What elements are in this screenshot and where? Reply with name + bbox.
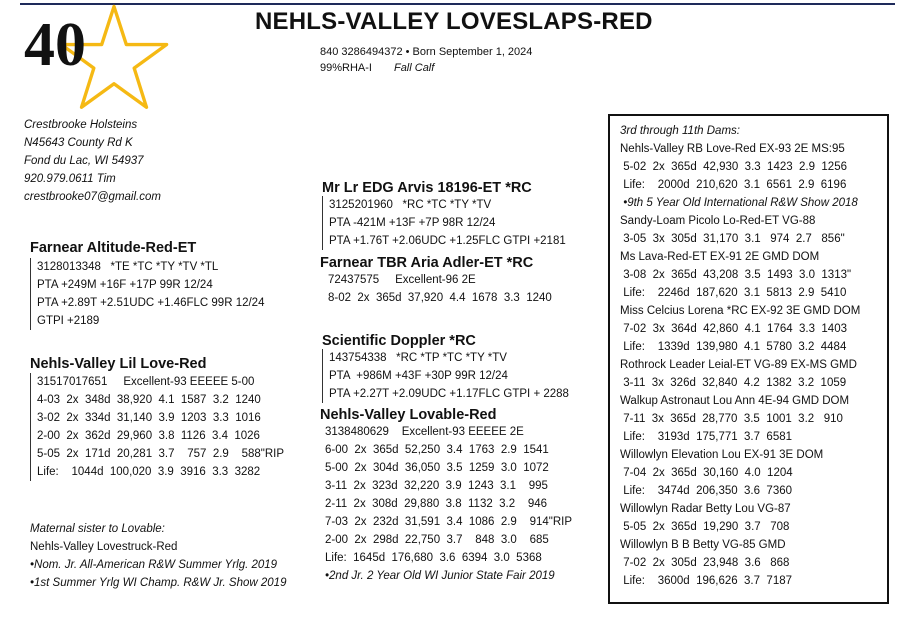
third-sire-name: Scientific Doppler *RC <box>322 333 476 349</box>
dams-line: 7-02 2x 305d 23,948 3.6 868 <box>620 557 790 569</box>
maternal-sister <box>30 520 286 592</box>
dams-line: Willowlyn Elevation Lou EX-91 3E DOM <box>620 449 824 461</box>
dams-line: 5-05 2x 365d 19,290 3.7 708 <box>620 521 790 533</box>
owner-line: N45643 County Rd K <box>24 137 133 149</box>
dams-line: •9th 5 Year Old International R&W Show 2018 <box>620 197 858 209</box>
dams-line: Walkup Astronaut Lou Ann 4E-94 GMD DOM <box>620 395 850 407</box>
dam-line: 31517017651 Excellent-93 EEEEE 5-00 <box>37 376 255 388</box>
breed: 99%RHA-I <box>320 62 372 74</box>
owner-info <box>24 116 161 206</box>
dams-line: Life: 3474d 206,350 3.6 7360 <box>620 485 793 497</box>
third-sire-block <box>322 333 569 403</box>
second-dam-line: 2-00 2x 298d 22,750 3.7 848 3.0 685 <box>325 534 549 546</box>
maternal-note: •1st Summer Yrlg WI Champ. R&W Jr. Show 2019 <box>30 577 287 589</box>
dams-line: 7-11 3x 365d 28,770 3.5 1001 3.2 910 <box>620 413 843 425</box>
mid-sire-name: Mr Lr EDG Arvis 18196-ET *RC <box>322 180 532 196</box>
sire-line: 3128013348 *TE *TC *TY *TV *TL <box>37 261 219 273</box>
dam-line: 5-05 2x 171d 20,281 3.7 757 2.9 588"RIP <box>37 448 285 460</box>
dams-line: Rothrock Leader Leial-ET VG-89 EX-MS GMD <box>620 359 857 371</box>
dams-heading: 3rd through 11th Dams: <box>620 125 740 137</box>
page-title: NEHLS-VALLEY LOVESLAPS-RED <box>255 8 653 35</box>
dams-line: Miss Celcius Lorena *RC EX-92 3E GMD DOM <box>620 305 861 317</box>
dam-name: Nehls-Valley Lil Love-Red <box>30 356 207 372</box>
dams-line: Life: 2246d 187,620 3.1 5813 2.9 5410 <box>620 287 847 299</box>
sire-block <box>30 240 264 330</box>
dams-line: Nehls-Valley RB Love-Red EX-93 2E MS:95 <box>620 143 845 155</box>
owner-line: Crestbrooke Holsteins <box>24 119 138 131</box>
dam-line: 2-00 2x 362d 29,960 3.8 1126 3.4 1026 <box>37 430 260 442</box>
dams-line: Life: 1339d 139,980 4.1 5780 3.2 4484 <box>620 341 847 353</box>
sire-name: Farnear Altitude-Red-ET <box>30 240 197 256</box>
dams-line: 7-02 3x 364d 42,860 4.1 1764 3.3 1403 <box>620 323 847 335</box>
dams-line: Life: 2000d 210,620 3.1 6561 2.9 6196 <box>620 179 847 191</box>
sire-line: PTA +2.89T +2.51UDC +1.46FLC 99R 12/24 <box>37 297 265 309</box>
owner-line: Fond du Lac, WI 54937 <box>24 155 144 167</box>
dams-line: 5-02 2x 365d 42,930 3.3 1423 2.9 1256 <box>620 161 847 173</box>
maternal-note: •Nom. Jr. All-American R&W Summer Yrlg. 2019 <box>30 559 278 571</box>
dams-box <box>608 114 889 604</box>
second-dam-line: Life: 1645d 176,680 3.6 6394 3.0 5368 <box>325 552 542 564</box>
sire-line: GTPI +2189 <box>37 315 100 327</box>
second-dam-block <box>320 407 572 585</box>
mid-dam-line: 72437575 Excellent-96 2E <box>328 274 476 286</box>
dams-line: Sandy-Loam Picolo Lo-Red-ET VG-88 <box>620 215 816 227</box>
second-dam-line: 5-00 2x 304d 36,050 3.5 1259 3.0 1072 <box>325 462 549 474</box>
sire-line: PTA +249M +16F +17P 99R 12/24 <box>37 279 213 291</box>
second-dam-name: Nehls-Valley Lovable-Red <box>320 407 497 423</box>
dam-line: 3-02 2x 334d 31,140 3.9 1203 3.3 1016 <box>37 412 261 424</box>
dam-line: Life: 1044d 100,020 3.9 3916 3.3 3282 <box>37 466 261 478</box>
mid-dam-name: Farnear TBR Aria Adler-ET *RC <box>320 255 534 271</box>
second-dam-line: 3138480629 Excellent-93 EEEEE 2E <box>325 426 524 438</box>
owner-line: 920.979.0611 Tim <box>24 173 116 185</box>
dams-line: 7-04 2x 365d 30,160 4.0 1204 <box>620 467 793 479</box>
maternal-name: Nehls-Valley Lovestruck-Red <box>30 541 178 553</box>
owner-email: crestbrooke07@gmail.com <box>24 191 161 203</box>
mid-dam-block <box>320 255 552 307</box>
dams-line: Life: 3193d 175,771 3.7 6581 <box>620 431 793 443</box>
mid-sire-line: PTA +1.76T +2.06UDC +1.25FLC GTPI +2181 <box>329 235 566 247</box>
dams-line: Life: 3600d 196,626 3.7 7187 <box>620 575 793 587</box>
second-dam-line: 6-00 2x 365d 52,250 3.4 1763 2.9 1541 <box>325 444 549 456</box>
mid-dam-line: 8-02 2x 365d 37,920 4.4 1678 3.3 1240 <box>328 292 552 304</box>
mid-sire-line: PTA -421M +13F +7P 98R 12/24 <box>329 217 496 229</box>
registration-info <box>320 44 532 76</box>
class: Fall Calf <box>393 62 435 74</box>
dams-line: Ms Lava-Red-ET EX-91 2E GMD DOM <box>620 251 820 263</box>
dam-line: 4-03 2x 348d 38,920 4.1 1587 3.2 1240 <box>37 394 261 406</box>
maternal-heading: Maternal sister to Lovable: <box>30 523 165 535</box>
second-dam-line: 2-11 2x 308d 29,880 3.8 1132 3.2 946 <box>325 498 548 510</box>
dams-line: 3-11 3x 326d 32,840 4.2 1382 3.2 1059 <box>620 377 847 389</box>
dams-line: 3-05 3x 305d 31,170 3.1 974 2.7 856" <box>620 233 845 245</box>
dams-line: 3-08 2x 365d 43,208 3.5 1493 3.0 1313" <box>620 269 852 281</box>
dam-block <box>30 356 284 481</box>
reg-line: 840 3286494372 • Born September 1, 2024 <box>320 46 533 58</box>
lot-number: 40 <box>24 11 86 79</box>
second-dam-note: •2nd Jr. 2 Year Old WI Junior State Fair 2019 <box>325 570 555 582</box>
mid-sire-block <box>322 180 566 250</box>
mid-sire-line: 3125201960 *RC *TC *TY *TV <box>329 199 492 211</box>
third-sire-line: 143754338 *RC *TP *TC *TY *TV <box>329 352 507 364</box>
second-dam-line: 3-11 2x 323d 32,220 3.9 1243 3.1 995 <box>325 480 548 492</box>
dams-line: Willowlyn B B Betty VG-85 GMD <box>620 539 786 551</box>
dams-line: Willowlyn Radar Betty Lou VG-87 <box>620 503 791 515</box>
second-dam-line: 7-03 2x 232d 31,591 3.4 1086 2.9 914"RIP <box>325 516 573 528</box>
third-sire-line: PTA +2.27T +2.09UDC +1.17FLC GTPI + 2288 <box>329 388 569 400</box>
third-sire-line: PTA +986M +43F +30P 99R 12/24 <box>329 370 508 382</box>
